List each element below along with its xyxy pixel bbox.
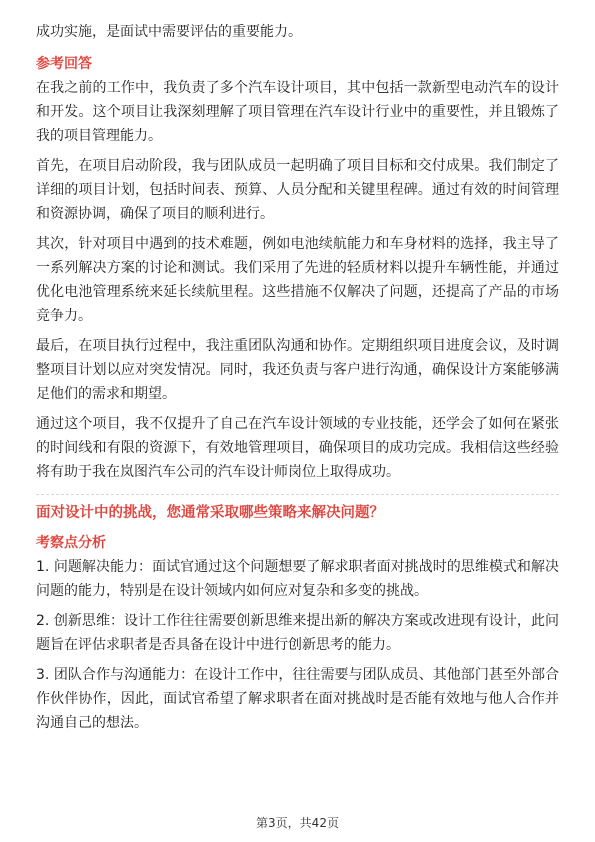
analysis-point-3: 3. 团队合作与沟通能力：在设计工作中，往往需要与团队成员、其他部门甚至外部合作伙伴协作，因此，面试官希望了解求职者在面对挑战时是否能有效地与他人合作并沟通自己的想法。 (36, 667, 559, 731)
section-divider (36, 494, 559, 495)
answer-paragraph-1: 在我之前的工作中，我负责了多个汽车设计项目，其中包括一款新型电动汽车的设计和开发。这个项目让我深刻理解了项目管理在汽车设计行业中的重要性，并且锻炼了我的项目管理能力。 (36, 80, 559, 144)
answer-paragraph-4: 最后，在项目执行过程中，我注重团队沟通和协作。定期组织项目进度会议，及时调整项目计划以应对突发情况。同时，我还负责与客户进行沟通，确保设计方案能够满足他们的需求和期望。 (36, 338, 559, 402)
page-footer: 第3页，共42页 (256, 816, 339, 830)
question-title: 面对设计中的挑战，您通常采取哪些策略来解决问题？ (36, 505, 384, 521)
analysis-point-2: 2. 创新思维：设计工作往往需要创新思维来提出新的解决方案或改进现有设计，此问题旨在评估求职者是否具备在设计中进行创新思考的能力。 (36, 613, 559, 653)
analysis-point-1: 1. 问题解决能力：面试官通过这个问题想要了解求职者面对挑战时的思维模式和解决问题的能力，特别是在设计领域内如何应对复杂和多变的挑战。 (36, 559, 559, 599)
answer-paragraph-3: 其次，针对项目中遇到的技术难题，例如电池续航能力和车身材料的选择，我主导了一系列解决方案的讨论和测试。我们采用了先进的轻质材料以提升车辆性能，并通过优化电池管理系统来延长续航里程。这些措施不仅解决了问题，还提高了产品的市场竞争力。 (36, 236, 559, 324)
answer-label: 参考回答 (36, 56, 92, 72)
page-content (36, 20, 559, 735)
analysis-label: 考察点分析 (36, 535, 106, 551)
answer-paragraph-5: 通过这个项目，我不仅提升了自己在汽车设计领域的专业技能，还学会了如何在紧张的时间线和有限的资源下，有效地管理项目，确保项目的成功完成。我相信这些经验将有助于我在岚图汽车公司的汽车设计师岗位上取得成功。 (36, 416, 559, 480)
answer-paragraph-2: 首先，在项目启动阶段，我与团队成员一起明确了项目目标和交付成果。我们制定了详细的项目计划，包括时间表、预算、人员分配和关键里程碑。通过有效的时间管理和资源协调，确保了项目的顺利进行。 (36, 158, 559, 222)
intro-tail-text: 成功实施，是面试中需要评估的重要能力。 (36, 24, 302, 40)
